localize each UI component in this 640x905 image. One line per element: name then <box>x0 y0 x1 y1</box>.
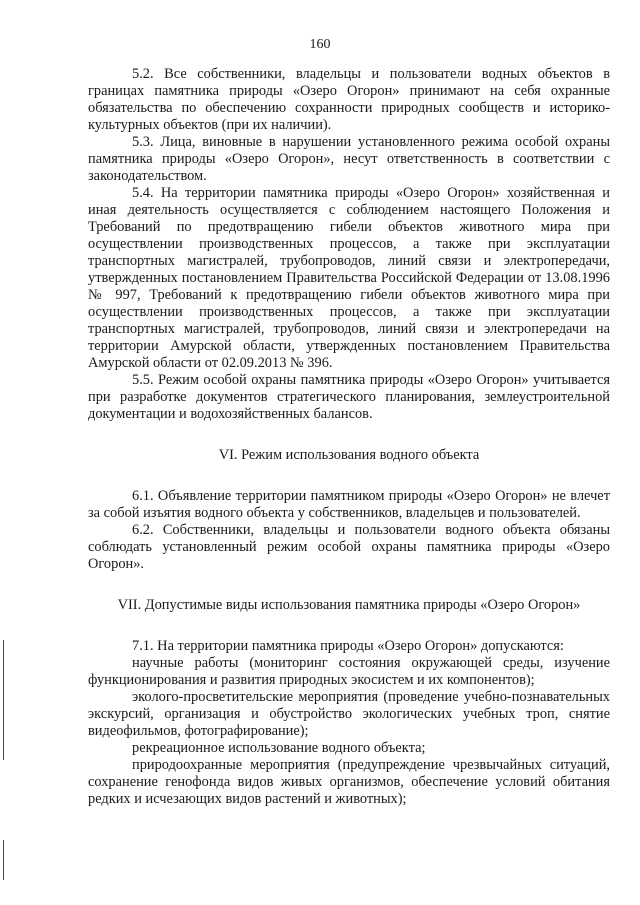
section-7-heading: VII. Допустимые виды использования памятника природы «Озеро Огорон» <box>117 597 581 613</box>
paragraph-5-4: 5.4. На территории памятника природы «Озеро Огорон» хозяйственная и иная деятельность осуществляется с соблюдением настоящего Положения и Требований по предотвращению гибели объектов животного мира при осуществлении производственных процессов, а также при эксплуатации транспортных магистралей, трубопроводов, линий связи и электропередачи, утвержденных постановлением Правительства Российской Федерации от 13.08.1996 № 997, Требований к предотвращению гибели объектов животного мира при осуществлении производственных процессов, а также при эксплуатации транспортных магистралей, трубопроводов, линий связи и электропередачи на территории Амурской области, утвержденных постановлением Правительства Амурской области от 02.09.2013 № 396. <box>88 185 610 371</box>
paragraph-5-5: 5.5. Режим особой охраны памятника природы «Озеро Огорон» учитывается при разработке документов стратегического планирования, землеустроительной документации и водохозяйственных балансов. <box>88 372 610 422</box>
list-item-scientific-work: научные работы (мониторинг состояния окружающей среды, изучение функционирования и развития природных экосистем и их компонентов); <box>88 655 610 688</box>
paragraph-7-1: 7.1. На территории памятника природы «Озеро Огорон» допускаются: <box>132 638 564 654</box>
paragraph-5-2: 5.2. Все собственники, владельцы и пользователи водных объектов в границах памятника природы «Озеро Огорон» принимают на себя охранные обязательства по обеспечению сохранности природных сообществ и историко-культурных объектов (при их наличии). <box>88 66 610 133</box>
section-6-heading: VI. Режим использования водного объекта <box>218 447 480 463</box>
list-item-eco-education: эколого-просветительские мероприятия (проведение учебно-познавательных экскурсий, организация и обустройство экологических учебных троп, снятие видеофильмов, фотографирование); <box>88 689 610 739</box>
paragraph-6-1: 6.1. Объявление территории памятником природы «Озеро Огорон» не влечет за собой изъятия водного объекта у собственников, владельцев и пользователей. <box>88 488 610 521</box>
list-item-conservation: природоохранные мероприятия (предупреждение чрезвычайных ситуаций, сохранение генофонда видов живых организмов, обеспечение условий обитания редких и исчезающих видов растений и животных); <box>88 757 610 807</box>
document-body <box>88 66 610 808</box>
paragraph-5-3: 5.3. Лица, виновные в нарушении установленного режима особой охраны памятника природы «Озеро Огорон», несут ответственность в соответствии с законодательством. <box>88 134 610 184</box>
page-number: 160 <box>309 37 331 52</box>
paragraph-6-2: 6.2. Собственники, владельцы и пользователи водного объекта обязаны соблюдать установленный режим особой охраны памятника природы «Озеро Огорон». <box>88 522 610 572</box>
scan-edge-line-lower <box>3 840 4 880</box>
scan-edge-line <box>3 640 4 760</box>
list-item-recreation: рекреационное использование водного объекта; <box>132 740 426 756</box>
